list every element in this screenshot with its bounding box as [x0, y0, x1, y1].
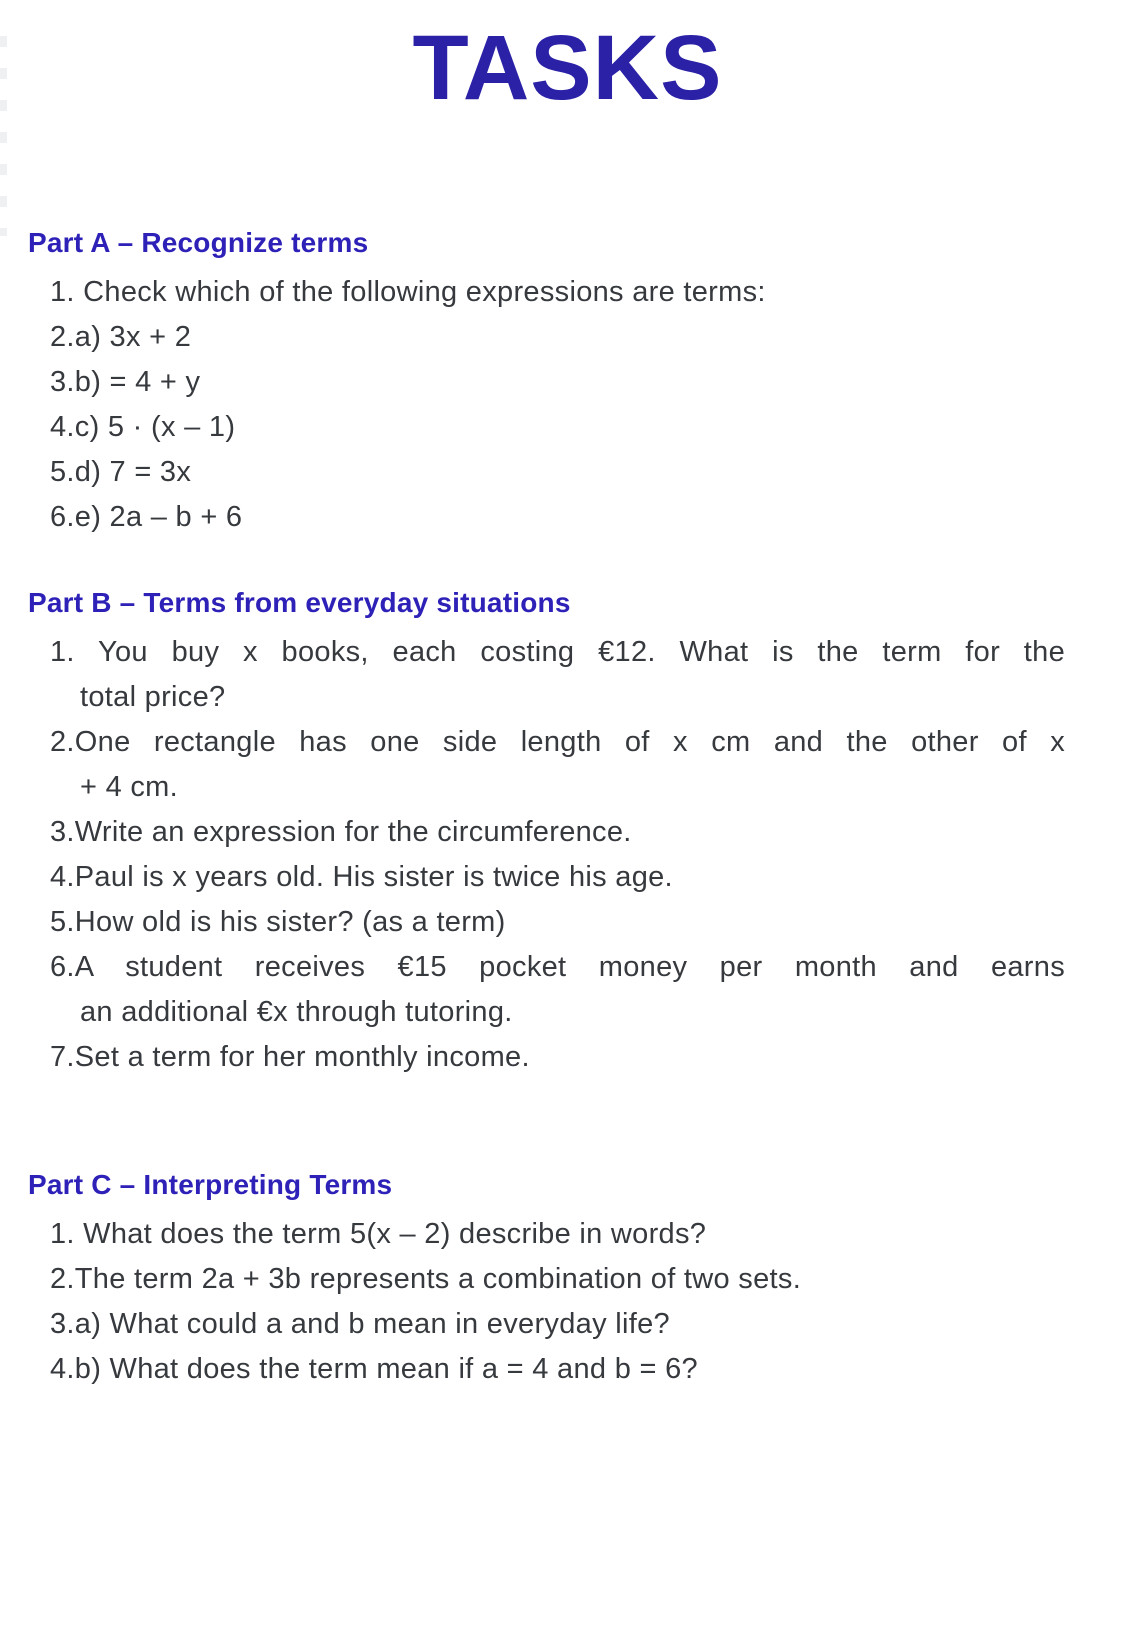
- task-line: 3.a) What could a and b mean in everyday life?: [50, 1308, 670, 1340]
- task-line: 4.c) 5 · (x – 1): [50, 411, 236, 443]
- list-item: [50, 360, 1065, 405]
- list-item: [50, 405, 1065, 450]
- task-section: [0, 586, 1135, 1080]
- list-item: [50, 630, 1065, 720]
- list-item: [50, 855, 1065, 900]
- task-line: 6.e) 2a – b + 6: [50, 501, 243, 533]
- document-page: [0, 17, 1135, 1392]
- list-item: [50, 1302, 1065, 1347]
- task-line: an additional €x through tutoring.: [80, 996, 513, 1028]
- task-line: 2.One rectangle has one side length of x cm and the other of x: [50, 726, 1065, 758]
- task-list: [50, 1212, 1065, 1392]
- page-title: TASKS: [412, 17, 723, 119]
- section-heading: Part A – Recognize terms: [28, 227, 369, 258]
- task-line: 2.a) 3x + 2: [50, 321, 192, 353]
- list-item: [50, 495, 1065, 540]
- task-line: 5.d) 7 = 3x: [50, 456, 192, 488]
- list-item: [50, 315, 1065, 360]
- task-section: [0, 1168, 1135, 1392]
- list-item: [50, 270, 1065, 315]
- task-line: 6.A student receives €15 pocket money per month and earns: [50, 951, 1065, 983]
- list-item: [50, 945, 1065, 1035]
- list-item: [50, 450, 1065, 495]
- task-line: + 4 cm.: [80, 771, 178, 803]
- list-item: [50, 900, 1065, 945]
- task-line: 1. What does the term 5(x – 2) describe in words?: [50, 1218, 707, 1250]
- task-line: total price?: [80, 681, 226, 713]
- sections-container: [0, 226, 1135, 1392]
- task-line: 3.b) = 4 + y: [50, 366, 201, 398]
- task-line: 4.Paul is x years old. His sister is twice his age.: [50, 861, 673, 893]
- task-line: 2.The term 2a + 3b represents a combination of two sets.: [50, 1263, 802, 1295]
- task-line: 1. You buy x books, each costing €12. What is the term for the: [50, 636, 1065, 668]
- task-list: [50, 630, 1065, 1080]
- list-item: [50, 1212, 1065, 1257]
- task-line: 4.b) What does the term mean if a = 4 and b = 6?: [50, 1353, 698, 1385]
- task-list: [50, 270, 1065, 540]
- task-line: 7.Set a term for her monthly income.: [50, 1041, 530, 1073]
- list-item: [50, 1347, 1065, 1392]
- list-item: [50, 810, 1065, 855]
- section-heading: Part B – Terms from everyday situations: [28, 587, 571, 618]
- task-line: 1. Check which of the following expressions are terms:: [50, 276, 766, 308]
- list-item: [50, 1257, 1065, 1302]
- list-item: [50, 720, 1065, 810]
- task-line: 3.Write an expression for the circumference.: [50, 816, 632, 848]
- task-line: 5.How old is his sister? (as a term): [50, 906, 506, 938]
- section-heading: Part C – Interpreting Terms: [28, 1169, 393, 1200]
- task-section: [0, 226, 1135, 540]
- list-item: [50, 1035, 1065, 1080]
